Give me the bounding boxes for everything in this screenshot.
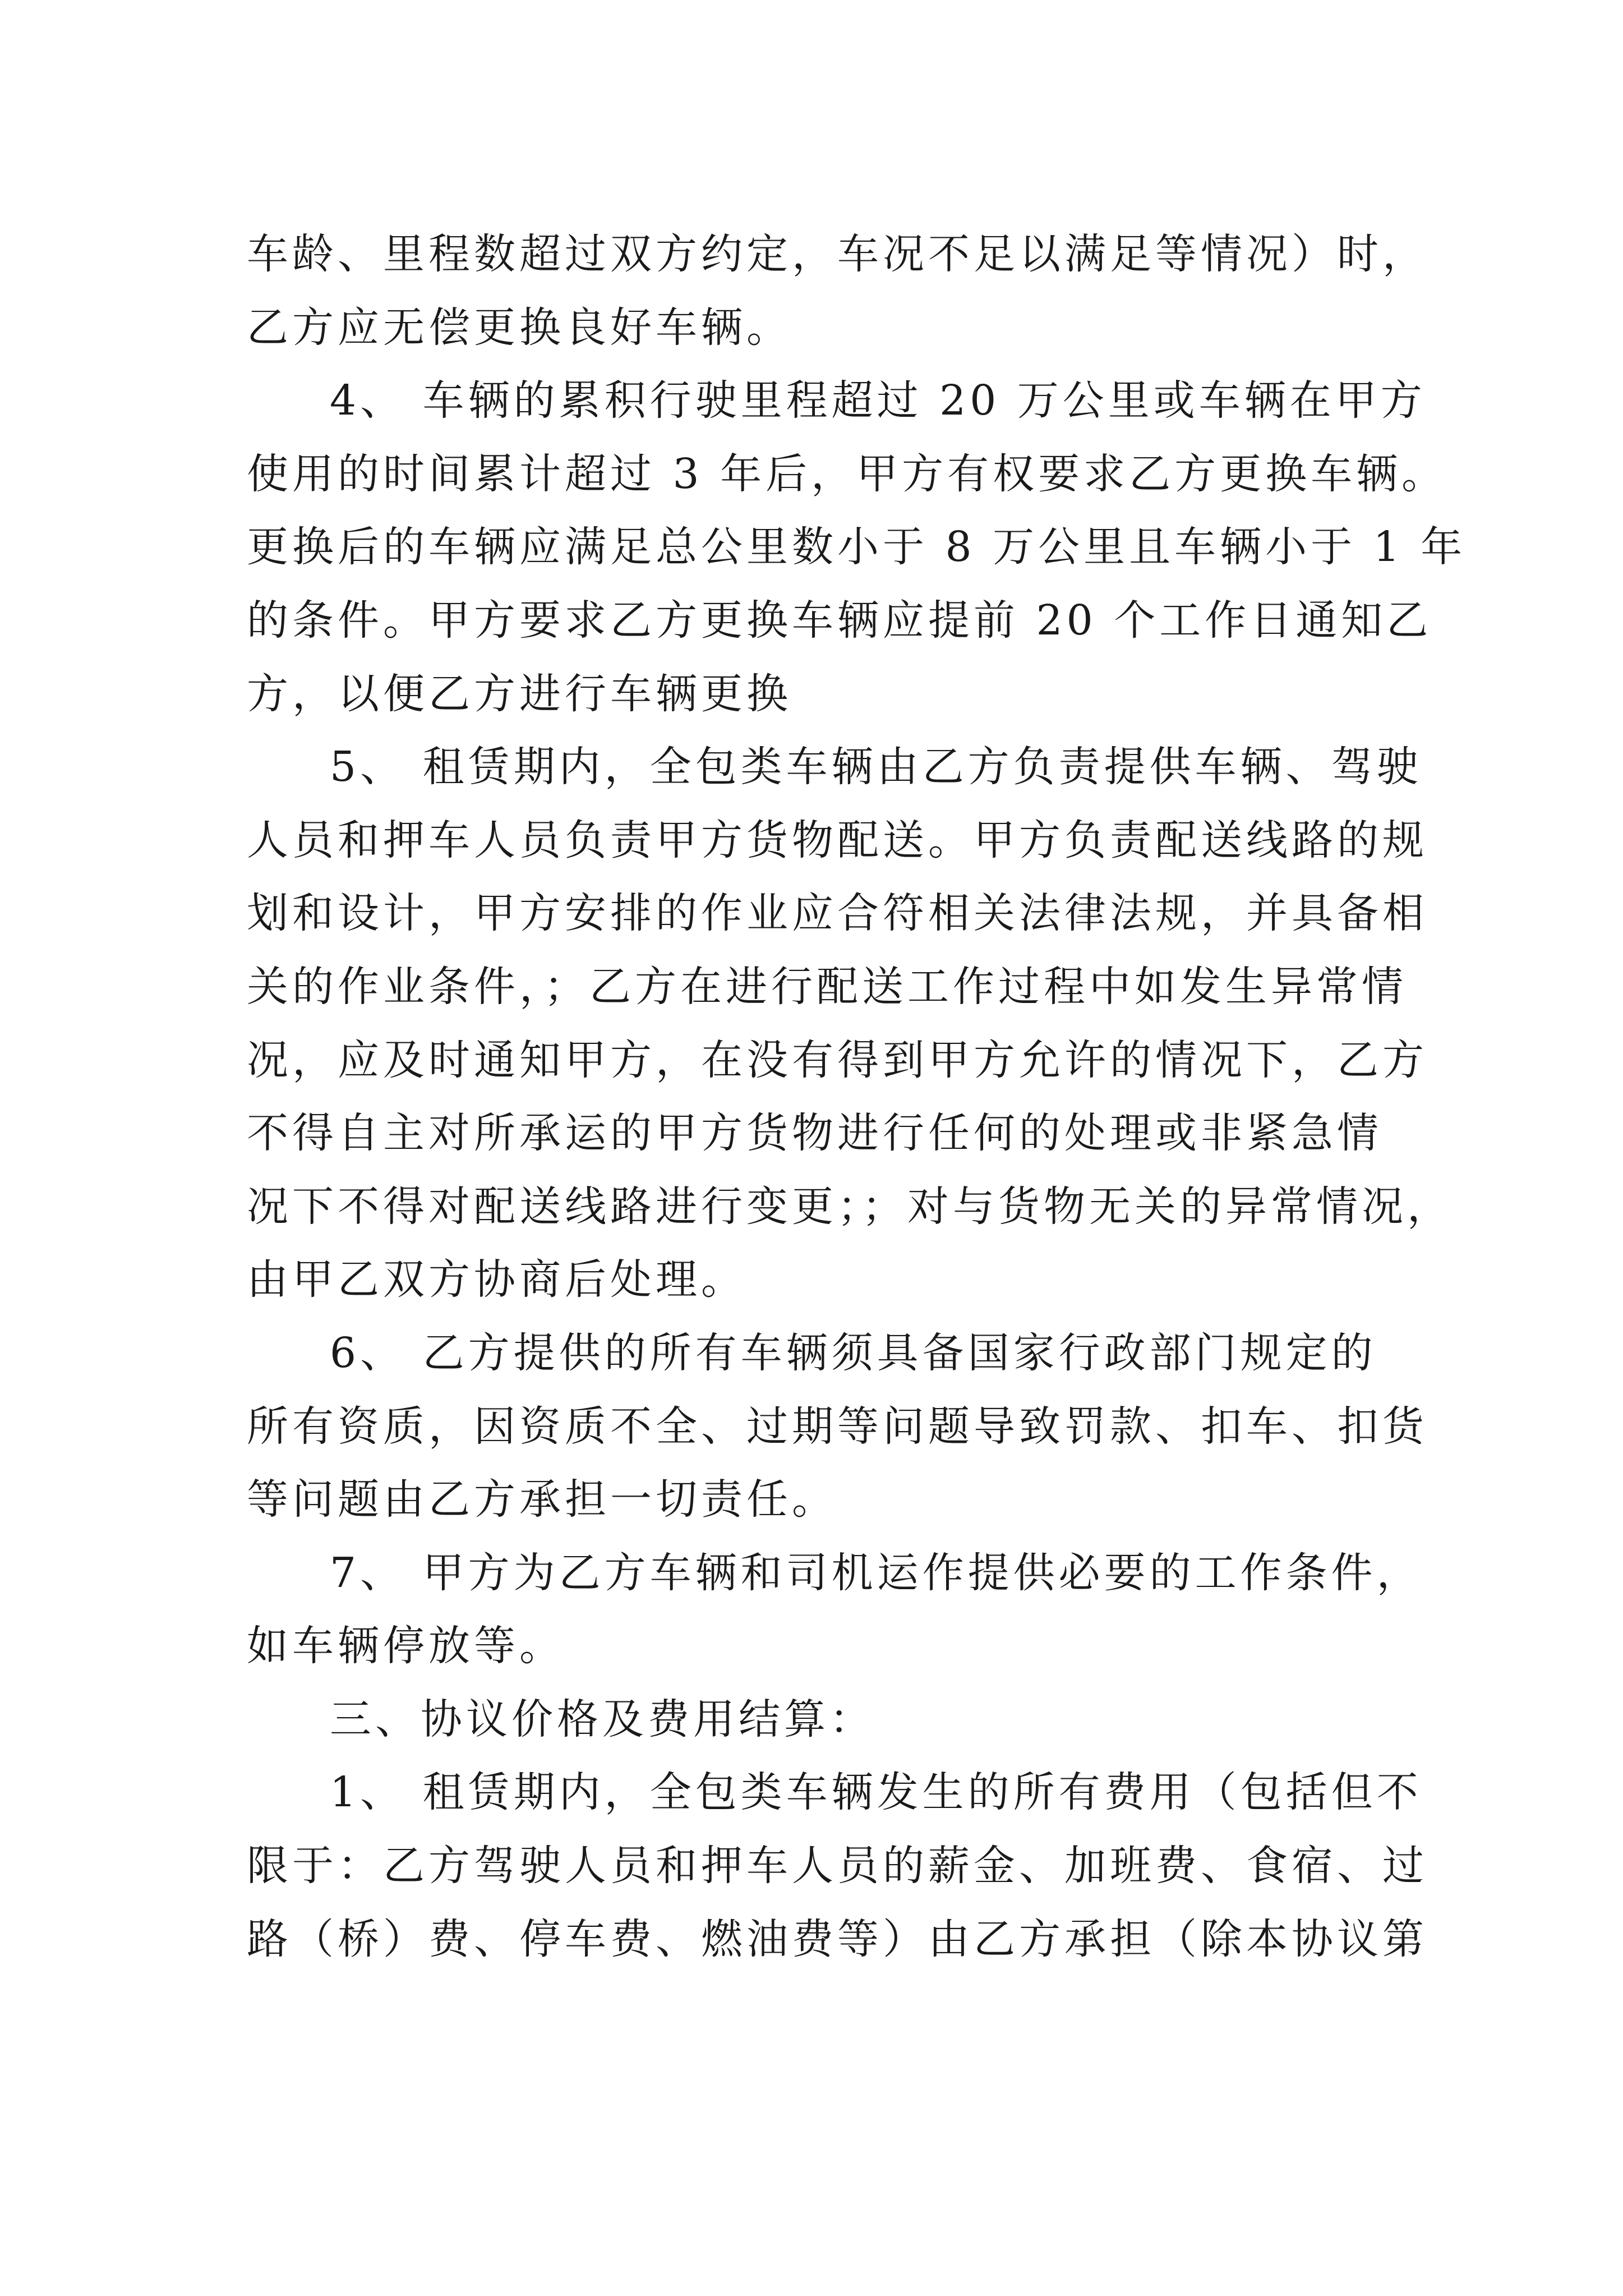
text-line: 路（桥）费、停车费、燃油费等）由乙方承担（除本协议第 [247, 1915, 1428, 1963]
text-line: 如车辆停放等。 [247, 1622, 565, 1671]
text-line: 5、 租赁期内，全包类车辆由乙方负责提供车辆、驾驶 [330, 743, 1422, 792]
text-line: 4、 车辆的累积行驶里程超过 20 万公里或车辆在甲方 [330, 376, 1426, 425]
paragraph-section-3-clause-1 [247, 1756, 1428, 1976]
text-line: 使用的时间累计超过 3 年后，甲方有权要求乙方更换车辆。 [247, 449, 1447, 498]
text-line: 关的作业条件，；乙方在进行配送工作过程中如发生异常情 [247, 962, 1407, 1011]
text-line: 乙方应无偿更换良好车辆。 [247, 303, 792, 352]
text-line: 1、 租赁期内，全包类车辆发生的所有费用（包括但不 [330, 1768, 1422, 1817]
text-line: 6、 乙方提供的所有车辆须具备国家行政部门规定的 [330, 1328, 1377, 1377]
text-line: 7、 甲方为乙方车辆和司机运作提供必要的工作条件， [330, 1548, 1422, 1597]
paragraph-continuation [247, 218, 1428, 364]
text-line: 车龄、里程数超过双方约定，车况不足以满足等情况）时， [247, 230, 1428, 278]
text-line: 等问题由乙方承担一切责任。 [247, 1475, 837, 1524]
text-line: 三、协议价格及费用结算： [330, 1695, 875, 1743]
text-line: 人员和押车人员负责甲方货物配送。甲方负责配送线路的规 [247, 816, 1428, 864]
text-line: 况，应及时通知甲方，在没有得到甲方允许的情况下，乙方 [247, 1036, 1428, 1084]
document-body [247, 218, 1467, 1976]
text-line: 的条件。甲方要求乙方更换车辆应提前 20 个工作日通知乙 [247, 596, 1432, 645]
section-heading-3 [247, 1683, 1380, 1756]
paragraph-clause-4 [247, 364, 1467, 730]
text-line: 划和设计，甲方安排的作业应合符相关法律法规，并具备相 [247, 889, 1428, 938]
text-line: 方，以便乙方进行车辆更换 [247, 669, 792, 718]
text-line: 由甲乙双方协商后处理。 [247, 1255, 746, 1304]
text-line: 更换后的车辆应满足总公里数小于 8 万公里且车辆小于 1 年 [247, 523, 1467, 572]
text-line: 况下不得对配送线路进行变更；；对与货物无关的异常情况， [247, 1182, 1453, 1231]
text-line: 所有资质，因资质不全、过期等问题导致罚款、扣车、扣货 [247, 1402, 1428, 1451]
paragraph-clause-7 [247, 1536, 1422, 1683]
text-line: 不得自主对所承运的甲方货物进行任何的处理或非紧急情 [247, 1109, 1382, 1158]
paragraph-clause-5 [247, 730, 1453, 1317]
paragraph-clause-6 [247, 1317, 1428, 1536]
text-line: 限于：乙方驾驶人员和押车人员的薪金、加班费、食宿、过 [247, 1842, 1428, 1890]
